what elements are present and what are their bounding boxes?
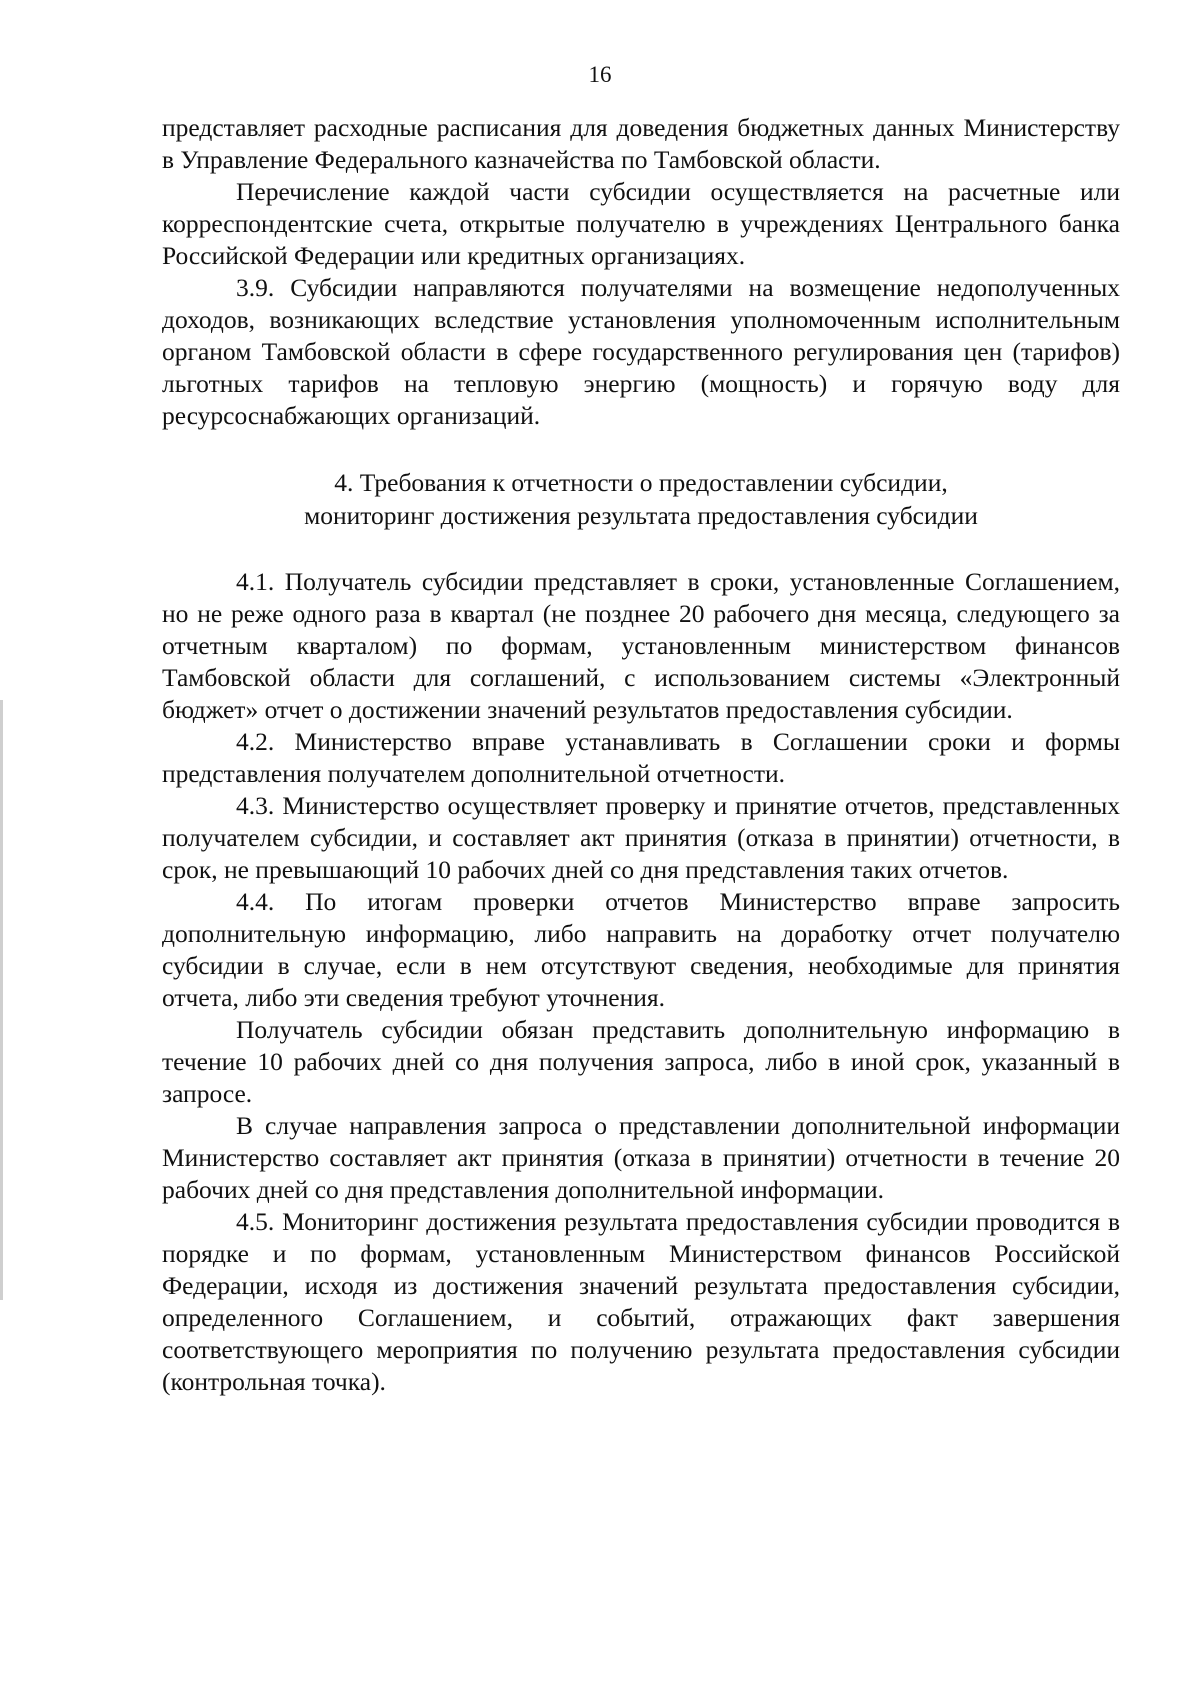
paragraph-additional-info-request: В случае направления запроса о представлении дополнительной информации Министерство составляет акт принятия (отказа в принятии) отчетности в течение 20 рабочих дней со дня представления дополнительной информации.	[162, 1111, 1120, 1204]
paragraph-4-4: 4.4. По итогам проверки отчетов Министерство вправе запросить дополнительную информацию, либо направить на доработку отчет получателю субсидии в случае, если в нем отсутствуют сведения, необходимые для принятия отчета, либо эти сведения требуют уточнения.	[162, 887, 1120, 1012]
section-heading	[162, 466, 1120, 532]
paragraph-4-1: 4.1. Получатель субсидии представляет в сроки, установленные Соглашением, но не реже одного раза в квартал (не позднее 20 рабочего дня месяца, следующего за отчетным кварталом) по формам, установленным министерством финансов Тамбовской области для соглашений, с использованием системы «Электронный бюджет» отчет о достижении значений результатов предоставления субсидии.	[162, 567, 1120, 724]
paragraph-transfer: Перечисление каждой части субсидии осуществляется на расчетные или корреспондентские счета, открытые получателю в учреждениях Центрального банка Российской Федерации или кредитных организациях.	[162, 177, 1120, 270]
paragraph-recipient-obligation: Получатель субсидии обязан представить дополнительную информацию в течение 10 рабочих дней со дня получения запроса, либо в иной срок, указанный в запросе.	[162, 1015, 1120, 1108]
document-body	[162, 112, 1120, 1398]
paragraph-4-5: 4.5. Мониторинг достижения результата предоставления субсидии проводится в порядке и по формам, установленным Министерством финансов Российской Федерации, исходя из достижения значений результата предоставления субсидии, определенного Соглашением, и событий, отражающих факт завершения соответствующего мероприятия по получению результата предоставления субсидии (контрольная точка).	[162, 1207, 1120, 1396]
paragraph-3-9: 3.9. Субсидии направляются получателями на возмещение недополученных доходов, возникающих вследствие установления уполномоченным исполнительным органом Тамбовской области в сфере государственного регулирования цен (тарифов) льготных тарифов на тепловую энергию (мощность) и горячую воду для ресурсоснабжающих организаций.	[162, 273, 1120, 430]
scan-edge-shadow	[0, 700, 3, 1300]
paragraph-4-3: 4.3. Министерство осуществляет проверку и принятие отчетов, представленных получателем субсидии, и составляет акт принятия (отказа в принятии) отчетности, в срок, не превышающий 10 рабочих дней со дня представления таких отчетов.	[162, 791, 1120, 884]
section-heading-line-1: 4. Требования к отчетности о предоставлении субсидии,	[334, 468, 948, 497]
section-heading-line-2: мониторинг достижения результата предоставления субсидии	[304, 501, 978, 530]
paragraph-4-2: 4.2. Министерство вправе устанавливать в Соглашении сроки и формы представления получателем дополнительной отчетности.	[162, 727, 1120, 788]
page-number: 16	[588, 62, 612, 87]
paragraph-continuation: представляет расходные расписания для доведения бюджетных данных Министерству в Управление Федерального казначейства по Тамбовской области.	[162, 113, 1120, 174]
